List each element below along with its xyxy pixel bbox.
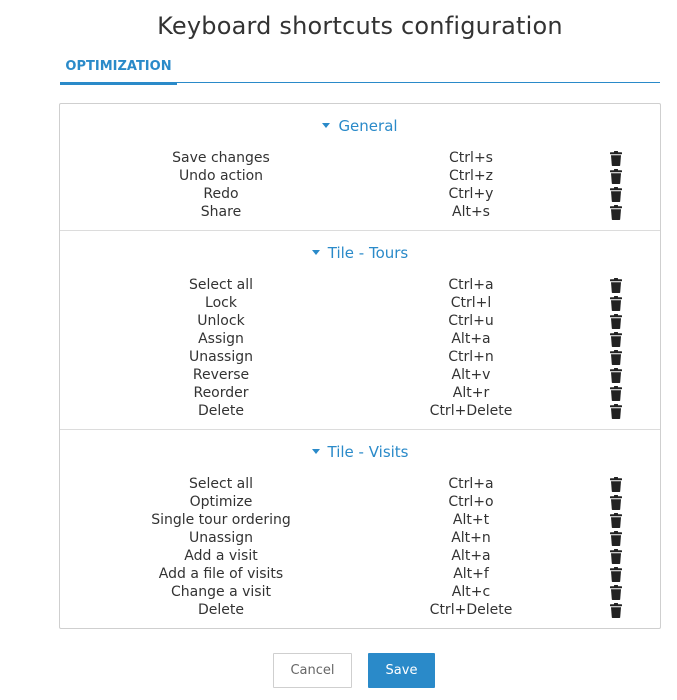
section-header-tile-visits[interactable] — [60, 443, 660, 461]
shortcut-action: Delete — [198, 602, 244, 618]
shortcut-keys[interactable]: Ctrl+y — [448, 186, 494, 202]
section-header-tile-tours[interactable] — [60, 244, 660, 262]
shortcut-action: Lock — [205, 295, 237, 311]
trash-icon[interactable] — [609, 205, 623, 220]
shortcut-list — [60, 475, 660, 619]
shortcut-row — [60, 185, 660, 203]
shortcut-row — [60, 547, 660, 565]
shortcut-action: Assign — [198, 331, 244, 347]
trash-icon[interactable] — [609, 169, 623, 184]
shortcut-keys[interactable]: Alt+c — [451, 584, 491, 600]
dialog-footer — [0, 653, 677, 688]
trash-icon[interactable] — [609, 603, 623, 618]
section-header-general[interactable] — [60, 117, 660, 135]
section-title: Tile - Tours — [327, 244, 409, 262]
shortcut-action: Redo — [203, 186, 239, 202]
shortcut-action: Reorder — [193, 385, 249, 401]
trash-icon[interactable] — [609, 368, 623, 383]
shortcut-row — [60, 312, 660, 330]
shortcut-action: Select all — [189, 476, 253, 492]
shortcut-action: Add a visit — [184, 548, 258, 564]
trash-icon[interactable] — [609, 350, 623, 365]
trash-icon[interactable] — [609, 187, 623, 202]
shortcut-row — [60, 167, 660, 185]
shortcut-row — [60, 366, 660, 384]
dialog-title: Keyboard shortcuts configuration — [157, 12, 563, 40]
shortcut-row — [60, 348, 660, 366]
shortcut-action: Change a visit — [171, 584, 271, 600]
shortcut-action: Unassign — [189, 349, 253, 365]
trash-icon[interactable] — [609, 404, 623, 419]
trash-icon[interactable] — [609, 314, 623, 329]
shortcut-keys[interactable]: Ctrl+u — [448, 313, 494, 329]
save-button[interactable]: Save — [368, 653, 435, 688]
shortcut-row — [60, 493, 660, 511]
trash-icon[interactable] — [609, 495, 623, 510]
shortcut-keys[interactable]: Alt+a — [451, 331, 491, 347]
shortcut-row — [60, 203, 660, 221]
shortcut-action: Unassign — [189, 530, 253, 546]
shortcut-keys[interactable]: Alt+r — [452, 385, 490, 401]
active-tab-indicator — [60, 82, 177, 85]
shortcut-list — [60, 149, 660, 221]
shortcut-row — [60, 565, 660, 583]
section-tile-tours — [60, 231, 660, 430]
shortcut-row — [60, 402, 660, 420]
shortcut-keys[interactable]: Ctrl+z — [449, 168, 493, 184]
shortcut-row — [60, 511, 660, 529]
shortcut-keys[interactable]: Ctrl+o — [448, 494, 494, 510]
shortcut-action: Share — [200, 204, 242, 220]
shortcut-keys[interactable]: Alt+f — [453, 566, 489, 582]
section-title: Tile - Visits — [327, 443, 409, 461]
shortcut-row — [60, 529, 660, 547]
shortcut-keys[interactable]: Ctrl+a — [448, 476, 494, 492]
trash-icon[interactable] — [609, 513, 623, 528]
trash-icon[interactable] — [609, 585, 623, 600]
trash-icon[interactable] — [609, 278, 623, 293]
trash-icon[interactable] — [609, 386, 623, 401]
shortcut-keys[interactable]: Ctrl+a — [448, 277, 494, 293]
section-title: General — [338, 117, 398, 135]
shortcut-action: Delete — [198, 403, 244, 419]
shortcut-action: Unlock — [197, 313, 245, 329]
shortcut-row — [60, 276, 660, 294]
shortcut-action: Single tour ordering — [151, 512, 291, 528]
tab-bar — [60, 57, 660, 83]
shortcut-row — [60, 330, 660, 348]
caret-down-icon — [312, 449, 320, 454]
shortcut-row — [60, 149, 660, 167]
shortcut-keys[interactable]: Ctrl+Delete — [429, 602, 513, 618]
trash-icon[interactable] — [609, 477, 623, 492]
trash-icon[interactable] — [609, 151, 623, 166]
shortcut-action: Select all — [189, 277, 253, 293]
shortcut-keys[interactable]: Alt+t — [452, 512, 490, 528]
shortcut-keys[interactable]: Alt+v — [451, 367, 491, 383]
section-tile-visits — [60, 430, 660, 628]
shortcut-action: Save changes — [172, 150, 270, 166]
shortcut-action: Reverse — [192, 367, 250, 383]
shortcut-action: Undo action — [178, 168, 264, 184]
tab-optimization[interactable] — [60, 57, 177, 83]
tab-label: OPTIMIZATION — [65, 59, 172, 74]
shortcut-keys[interactable]: Ctrl+Delete — [429, 403, 513, 419]
caret-down-icon — [312, 250, 320, 255]
trash-icon[interactable] — [609, 567, 623, 582]
shortcut-row — [60, 583, 660, 601]
shortcut-row — [60, 475, 660, 493]
caret-down-icon — [322, 123, 330, 128]
shortcut-list — [60, 276, 660, 420]
shortcut-keys[interactable]: Alt+a — [451, 548, 491, 564]
shortcut-keys[interactable]: Alt+n — [451, 530, 491, 546]
trash-icon[interactable] — [609, 296, 623, 311]
shortcut-action: Optimize — [189, 494, 253, 510]
shortcut-action: Add a file of visits — [158, 566, 284, 582]
section-general — [60, 104, 660, 231]
shortcut-keys[interactable]: Ctrl+s — [449, 150, 493, 166]
shortcuts-panel — [59, 103, 661, 629]
trash-icon[interactable] — [609, 531, 623, 546]
shortcut-keys[interactable]: Alt+s — [452, 204, 490, 220]
trash-icon[interactable] — [609, 332, 623, 347]
trash-icon[interactable] — [609, 549, 623, 564]
shortcut-row — [60, 294, 660, 312]
shortcut-keys[interactable]: Ctrl+l — [450, 295, 492, 311]
cancel-button[interactable]: Cancel — [273, 653, 352, 688]
shortcut-row — [60, 384, 660, 402]
shortcut-row — [60, 601, 660, 619]
shortcut-keys[interactable]: Ctrl+n — [448, 349, 494, 365]
